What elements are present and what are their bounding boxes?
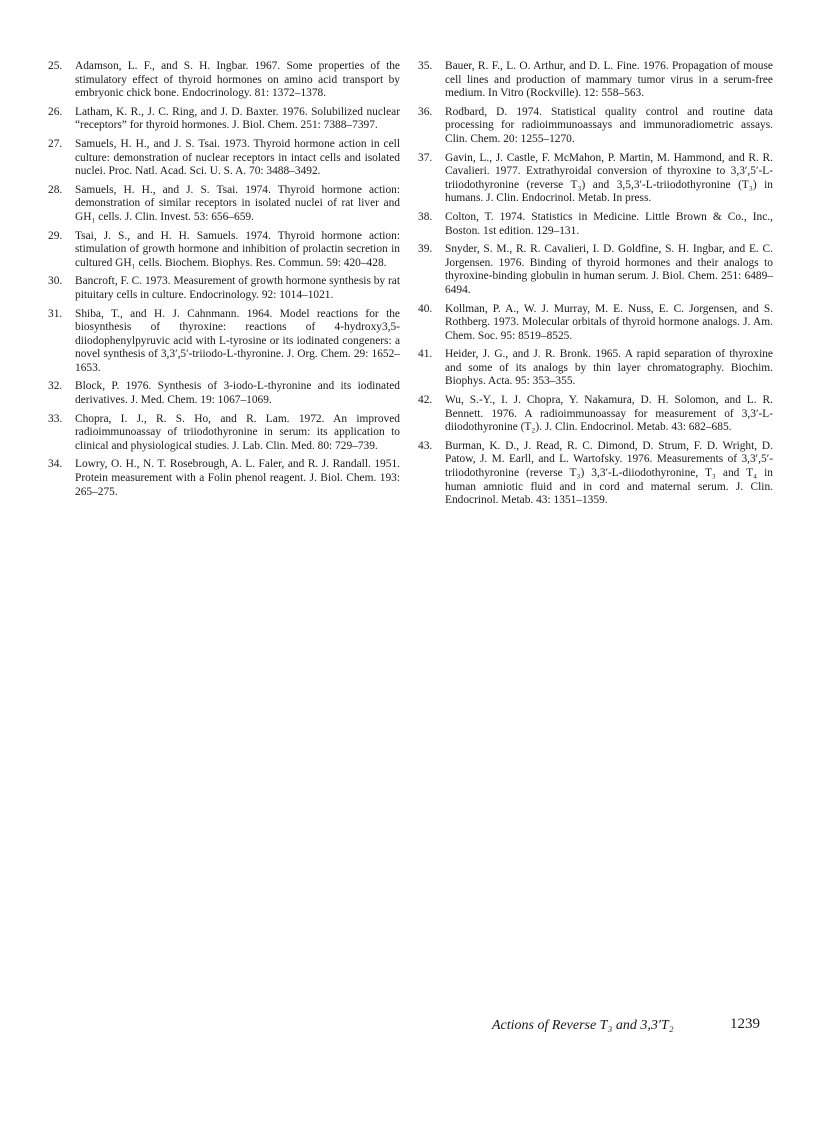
reference-text: Heider, J. G., and J. R. Bronk. 1965. A rapid separation of thyroxine and some of its analogs by thin layer chromatography. Biochim. Biophys. Acta. 95: 353–355. xyxy=(445,348,773,388)
reference-number: 26. xyxy=(48,105,63,118)
reference-number: 33. xyxy=(48,412,63,425)
references-right-column xyxy=(418,60,773,513)
reference-text: Lowry, O. H., N. T. Rosebrough, A. L. Faler, and R. J. Randall. 1951. Protein measurement with a Folin phenol reagent. J. Biol. Chem. 193: 265–275. xyxy=(75,458,400,498)
reference-text: Colton, T. 1974. Statistics in Medicine. Little Brown & Co., Inc., Boston. 1st edition. 129–131. xyxy=(445,210,773,237)
reference-number: 36. xyxy=(418,105,433,118)
running-footer-title: Actions of Reverse T₃ and 3,3′T₂ xyxy=(492,1018,674,1033)
reference-item xyxy=(48,138,400,179)
reference-text: Snyder, S. M., R. R. Cavalieri, I. D. Goldfine, S. H. Ingbar, and E. C. Jorgensen. 1976. Binding of thyroid hormones and their analogs to thyroxine-binding globulin in human serum. J. Biol. Chem. 251: 6489–6494. xyxy=(445,243,773,296)
reference-number: 30. xyxy=(48,275,63,288)
reference-number: 41. xyxy=(418,348,433,361)
reference-number: 35. xyxy=(418,60,433,72)
reference-text: Chopra, I. J., R. S. Ho, and R. Lam. 1972. An improved radioimmunoassay of triiodothyronine in serum: its application to clinical and physiological studies. J. Lab. Clin. Med. 80: 729–739. xyxy=(75,412,400,452)
reference-number: 25. xyxy=(48,60,63,72)
reference-number: 28. xyxy=(48,183,63,196)
reference-item xyxy=(48,184,400,225)
reference-item xyxy=(48,458,400,499)
reference-number: 42. xyxy=(418,394,433,407)
reference-item xyxy=(418,348,773,389)
reference-number: 38. xyxy=(418,210,433,223)
reference-number: 43. xyxy=(418,439,433,452)
reference-number: 39. xyxy=(418,243,433,256)
reference-item xyxy=(418,303,773,344)
reference-number: 27. xyxy=(48,137,63,150)
reference-text: Tsai, J. S., and H. H. Samuels. 1974. Thyroid hormone action: stimulation of growth hormone and inhibition of prolactin secretion in cultured GH₁ cells. Biochem. Biophys. Res. Commun. 59: 420–428. xyxy=(75,229,400,269)
reference-item xyxy=(418,106,773,147)
reference-item xyxy=(48,380,400,407)
reference-item xyxy=(48,413,400,454)
reference-text: Rodbard, D. 1974. Statistical quality control and routine data processing for radioimmunoassays and immunoradiometric assays. Clin. Chem. 20: 1255–1270. xyxy=(445,105,773,145)
reference-item xyxy=(418,243,773,297)
reference-text: Bancroft, F. C. 1973. Measurement of growth hormone synthesis by rat pituitary cells in culture. Endocrinology. 92: 1014–1021. xyxy=(75,275,400,301)
reference-text: Latham, K. R., J. C. Ring, and J. D. Baxter. 1976. Solubilized nuclear “receptors” for thyroid hormones. J. Biol. Chem. 251: 7388–7397. xyxy=(75,105,400,132)
reference-number: 34. xyxy=(48,458,63,471)
reference-item xyxy=(418,440,773,508)
reference-text: Adamson, L. F., and S. H. Ingbar. 1967. Some properties of the stimulatory effect of thyroid hormones on amino acid transport by embryonic chick bone. Endocrinology. 81: 1372–1378. xyxy=(75,60,400,100)
reference-number: 31. xyxy=(48,307,63,320)
reference-text: Bauer, R. F., L. O. Arthur, and D. L. Fine. 1976. Propagation of mouse cell lines and production of mammary tumor virus in a serum-free medium. In Vitro (Rockville). 12: 558–563. xyxy=(445,60,773,100)
reference-number: 40. xyxy=(418,302,433,315)
reference-text: Samuels, H. H., and J. S. Tsai. 1974. Thyroid hormone action: demonstration of similar receptors in isolated nuclei of rat liver and GH₁ cells. J. Clin. Invest. 53: 656–659. xyxy=(75,183,400,223)
reference-text: Wu, S.-Y., I. J. Chopra, Y. Nakamura, D. H. Solomon, and L. R. Bennett. 1976. A radioimmunoassay for measurement of 3,3′-L-diiodothyronine (T₂). J. Clin. Endocrinol. Metab. 43: 682–685. xyxy=(445,394,773,434)
references-left-column xyxy=(48,60,400,504)
reference-item xyxy=(418,394,773,435)
reference-item xyxy=(48,106,400,133)
reference-text: Gavin, L., J. Castle, F. McMahon, P. Martin, M. Hammond, and R. R. Cavalieri. 1977. Extrathyroidal conversion of thyroxine to 3,3′,5′-L-triiodothyronine (reverse T₃) and 3,5,3′-L-triiodothyronine (T₃) in humans. J. Clin. Endocrinol. Metab. In press. xyxy=(445,151,773,205)
reference-item xyxy=(48,230,400,271)
reference-item xyxy=(48,308,400,376)
reference-text: Block, P. 1976. Synthesis of 3-iodo-L-thyronine and its iodinated derivatives. J. Med. Chem. 19: 1067–1069. xyxy=(75,380,400,407)
reference-item xyxy=(48,60,400,101)
reference-text: Burman, K. D., J. Read, R. C. Dimond, D. Strum, F. D. Wright, D. Patow, J. M. Earll, and L. Wartofsky. 1976. Measurements of 3,3′,5′-triiodothyronine (reverse T₃) 3,3′-L-diiodothyronine, T₃ and T₄ in human amniotic fluid and in cord and maternal serum. J. Clin. Endocrinol. Metab. 43: 1351–1359. xyxy=(445,439,773,507)
reference-text: Samuels, H. H., and J. S. Tsai. 1973. Thyroid hormone action in cell culture: demonstration of nuclear receptors in intact cells and isolated nuclei. Proc. Natl. Acad. Sci. U. S. A. 70: 3488–3492. xyxy=(75,137,400,178)
reference-item xyxy=(48,275,400,302)
reference-item xyxy=(418,152,773,206)
reference-item xyxy=(418,211,773,238)
page-number: 1239 xyxy=(730,1016,760,1032)
reference-text: Shiba, T., and H. J. Cahnmann. 1964. Model reactions for the biosynthesis of thyroxine: reactions of 4-hydroxy3,5-diiodophenylpyruvic acid with L-tyrosine or its iodinated congeners: a novel synthesis of 3,3′,5′-triiodo-L-thyronine. J. Org. Chem. 29: 1652–1653. xyxy=(75,307,400,374)
reference-number: 32. xyxy=(48,380,63,393)
reference-item xyxy=(418,60,773,101)
reference-number: 37. xyxy=(418,151,433,164)
reference-text: Kollman, P. A., W. J. Murray, M. E. Nuss, E. C. Jorgensen, and S. Rothberg. 1973. Molecular orbitals of thyroid hormone analogs. J. Am. Chem. Soc. 95: 8519–8525. xyxy=(445,302,773,342)
reference-number: 29. xyxy=(48,229,63,242)
